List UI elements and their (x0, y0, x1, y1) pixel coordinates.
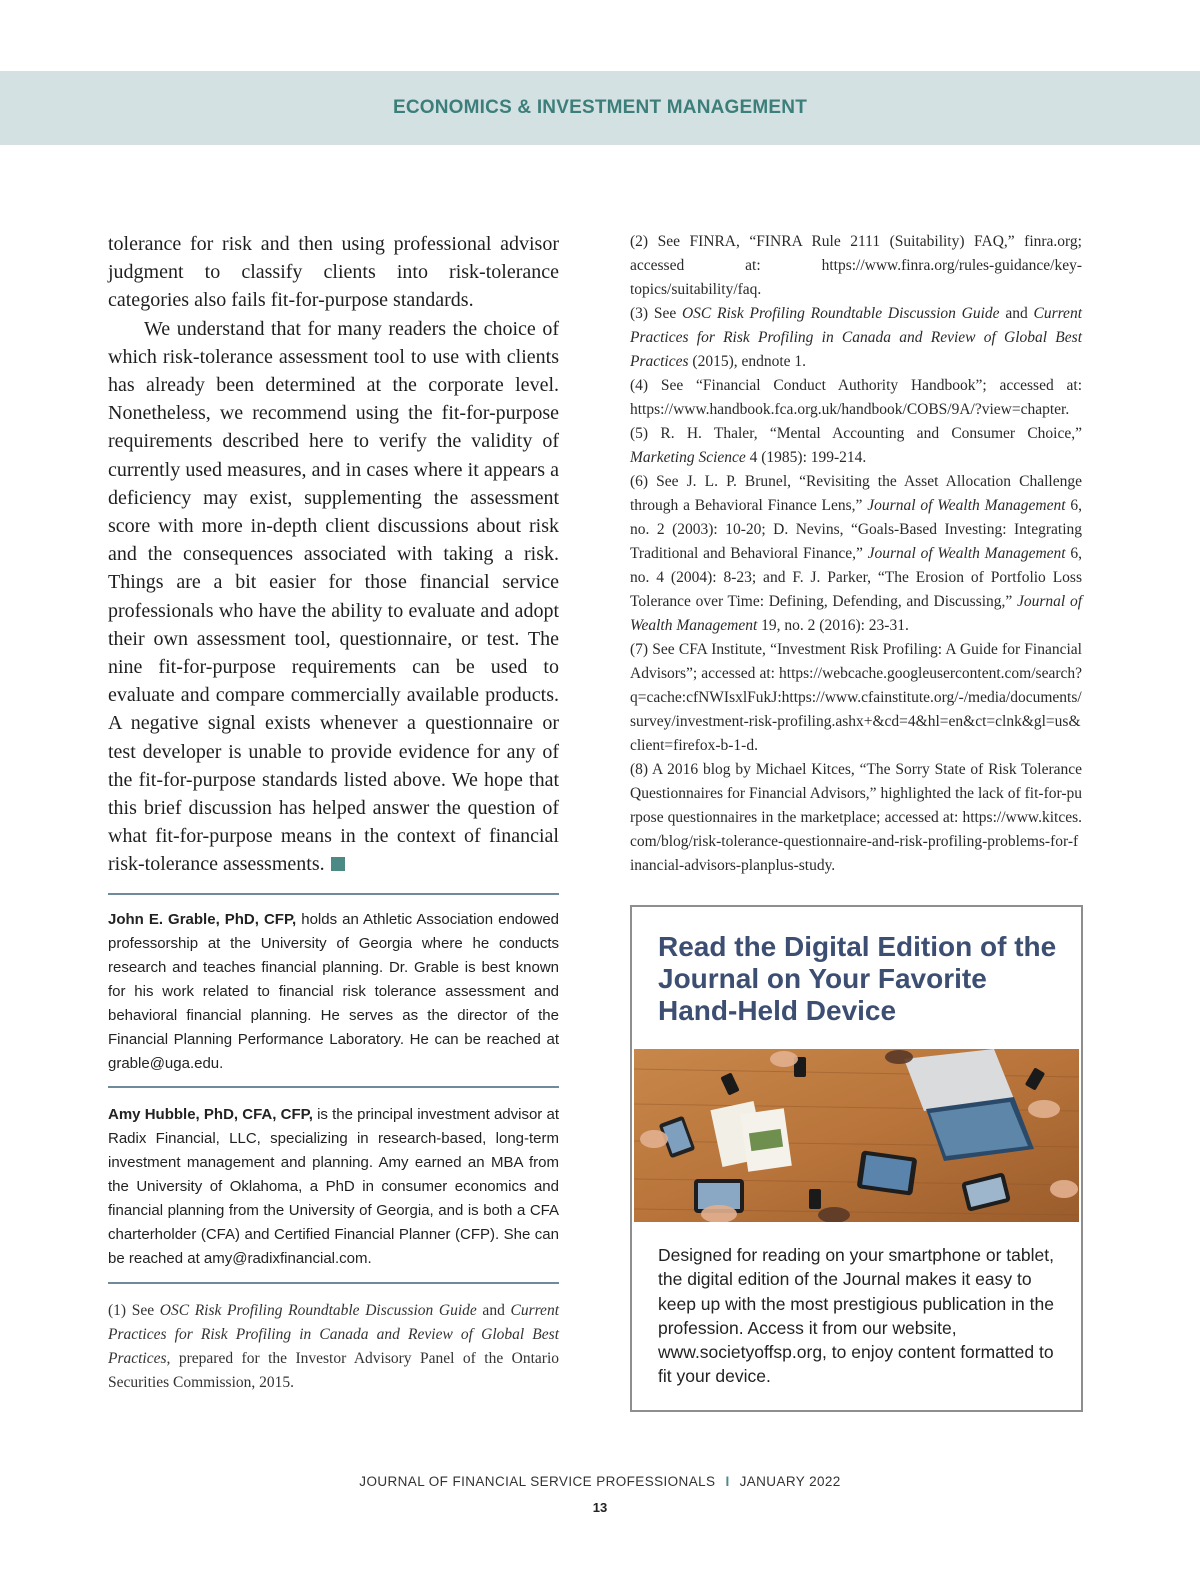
end-of-article-mark (331, 857, 345, 871)
author-name: Amy Hubble, PhD, CFA, CFP, (108, 1105, 313, 1123)
endnote-8: (8) A 2016 blog by Michael Kitces, “The Sorry State of Risk Tolerance Questionnaires for Financial Advisors,” highlighted the lack of fit-for-purpose questionnaires in the marketplace; accessed at: https://www.kitces.com/blog/risk-tolerance-questionnaire-and-risk-profiling-problems-for-financial-advisors-planplus-study. (630, 761, 1082, 874)
endnote-title: Current Practices for Risk Profiling in Canada and Review of Global Best Practices (630, 305, 1082, 370)
body-paragraph: tolerance for risk and then using professional advisor judgment to classify clients into risk-tolerance categories also fails fit-for-purpose standards. (108, 233, 559, 312)
author-bio-text: holds an Athletic Association endowed professorship at the University of Georgia where he conducts research and teaches financial planning. Dr. Grable is best known for his work related to financial risk tolerance assessment and behavioral financial planning. He serves as the director of the Financial Planning Performance Laboratory. He can be reached at grable@uga.edu. (108, 910, 559, 1072)
endnote-text: (5) R. H. Thaler, “Mental Accounting and Consumer Choice,” (630, 425, 1082, 442)
endnote-text: 6, no. 4 (2004): 8-23; and F. J. Parker, “The Erosion of Portfolio Loss Tolerance over Time: Defining, Defending, and Discussing,” (630, 545, 1083, 610)
endnote-text: 4 (1985): 199-214. (745, 449, 867, 466)
endnote-title: Journal of Wealth Management (867, 545, 1066, 562)
body-paragraph-text: We understand that for many readers the choice of which risk-tolerance assessment tool to use with clients has already been determined at the corporate level. Nonetheless, we recommend using the fit-for-purpose requirements described here to verify the validity of currently used measures, and in cases where it appears a deficiency may exist, supplementing the assessment score with more in-depth client discussions about risk and the consequences associated with taking a risk. Things are a bit easier for those financial service professionals who have the ability to evaluate and adopt their own assessment tool, questionnaire, or test. The nine fit-for-purpose requirements can be used to evaluate and compare commercially available products. A negative signal exists whenever a questionnaire or test developer is unable to provide evidence for any of the fit-for-purpose standards listed above. We hope that this brief discussion has helped answer the question of what fit-for-purpose means in the context of financial risk-tolerance assessments. (108, 317, 559, 876)
endnote-text: (6) See J. L. P. Brunel, “Revisiting the Asset Allocation Challenge through a Behavioral Finance Lens,” (630, 473, 1082, 514)
page-footer (0, 1474, 1200, 1489)
endnote-text: (2015), endnote 1. (688, 353, 807, 370)
endnote-title: Journal of Wealth Management (630, 593, 1082, 634)
endnote-text: 6, no. 2 (2003): 10-20; D. Nevins, “Goals-Based Investing: Integrating Traditional and Behavioral Finance,” (630, 497, 1082, 562)
author-name: John E. Grable, PhD, CFP, (108, 910, 297, 928)
footnote-text: and (476, 1301, 511, 1319)
endnote-title: OSC Risk Profiling Roundtable Discussion Guide (681, 305, 1000, 322)
divider (108, 893, 559, 895)
footnote-title: Current Practices for Risk Profiling in Canada and Review of Global Best Practices, (108, 1301, 559, 1367)
divider (108, 1282, 559, 1284)
endnote-text: 19, no. 2 (2016): 23-31. (757, 617, 909, 634)
page-number: 13 (592, 1500, 608, 1515)
footer-separator: I (725, 1474, 730, 1489)
article-body (108, 230, 559, 879)
footnote (108, 1299, 559, 1395)
ad-title: Read the Digital Edition of the Journal on Your Favorite Hand-Held Device (658, 931, 1057, 1026)
ad-photo-devices-on-table (634, 1049, 1079, 1222)
ad-description: Designed for reading on your smartphone or tablet, the digital edition of the Journal makes it easy to keep up with the most prestigious publication in the profession. Access it from our website, www.societyoffsp.org, to enjoy content formatted to fit your device. (658, 1245, 1054, 1387)
endnotes-column (630, 230, 1082, 878)
journal-name: JOURNAL OF FINANCIAL SERVICE PROFESSIONALS (359, 1474, 716, 1489)
left-column (108, 230, 559, 1395)
digital-edition-ad (630, 905, 1083, 1412)
endnote-text: (3) See (630, 305, 682, 322)
footnote-text: prepared for the Investor Advisory Panel of the Ontario Securities Commission, 2015. (108, 1349, 559, 1391)
endnote-5 (630, 422, 1082, 470)
issue-date: JANUARY 2022 (739, 1474, 841, 1489)
section-header-band (0, 71, 1200, 145)
endnote-7: (7) See CFA Institute, “Investment Risk Profiling: A Guide for Financial Advisors”; accessed at: https://webcache.googleusercontent.com/search?q=cache:cfNWIsxlFukJ:https://www.cfainstitute.org/-/media/documents/survey/investment-risk-profiling.ashx+&cd=4&hl=en&ct=clnk&gl=us&client=firefox-b-1-d. (630, 641, 1082, 754)
author-bio-text: is the principal investment advisor at Radix Financial, LLC, specializing in research-based, long-term investment management and planning. Amy earned an MBA from the University of Oklahoma, a PhD in consumer economics and financial planning from the University of Georgia, and is both a CFA charterholder (CFA) and Certified Financial Planner (CFP). She can be reached at amy@radixfinancial.com. (108, 1105, 560, 1267)
footnote-title: OSC Risk Profiling Roundtable Discussion Guide (159, 1301, 477, 1319)
endnote-title: Journal of Wealth Management (867, 497, 1066, 514)
endnote-6 (630, 470, 1082, 638)
footnote-text: (1) See (108, 1301, 160, 1319)
endnote-text: and (999, 305, 1034, 322)
author-bio (108, 908, 559, 1076)
body-paragraph (108, 315, 559, 879)
divider (108, 1086, 559, 1088)
magazine-image (710, 1101, 791, 1172)
endnote-4: (4) See “Financial Conduct Authority Handbook”; accessed at: https://www.handbook.fca.org.uk/handbook/COBS/9A/?view=chapter. (630, 377, 1082, 418)
endnote-title: Marketing Science (630, 449, 746, 466)
author-bio (108, 1103, 559, 1271)
section-title: ECONOMICS & INVESTMENT MANAGEMENT (392, 97, 808, 118)
endnote-3 (630, 302, 1082, 374)
endnote-2: (2) See FINRA, “FINRA Rule 2111 (Suitability) FAQ,” finra.org; accessed at: https://www.finra.org/rules-guidance/key-topics/suitability/faq. (630, 233, 1082, 298)
